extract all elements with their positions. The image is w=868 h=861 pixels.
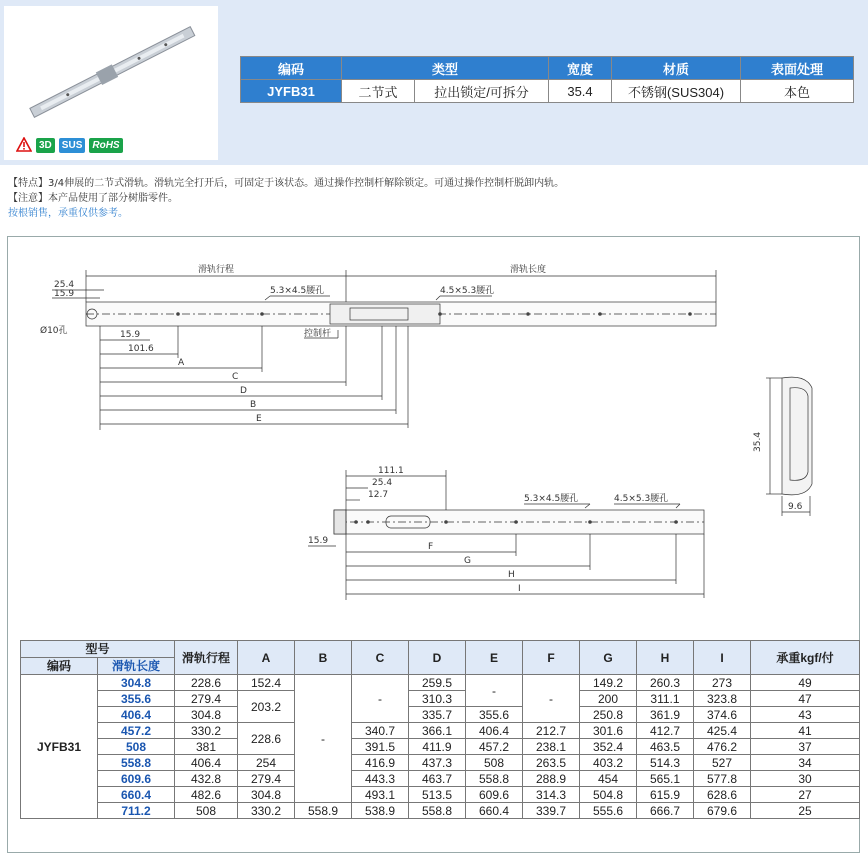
e-cell: 558.8 xyxy=(466,771,523,787)
table-row xyxy=(21,739,860,755)
spec-code: JYFB31 xyxy=(241,80,342,103)
c-cell: 538.9 xyxy=(352,803,409,819)
table-row xyxy=(21,723,860,739)
e-cell: 508 xyxy=(466,755,523,771)
c-dash-cell: - xyxy=(352,675,409,723)
f-cell: 339.7 xyxy=(523,803,580,819)
load-cell: 30 xyxy=(751,771,860,787)
sus-badge: SUS xyxy=(59,138,86,153)
c-cell: 443.3 xyxy=(352,771,409,787)
load-cell: 49 xyxy=(751,675,860,691)
load-cell: 34 xyxy=(751,755,860,771)
a-cell: 152.4 xyxy=(238,675,295,691)
d-cell: 411.9 xyxy=(409,739,466,755)
h-cell: 666.7 xyxy=(637,803,694,819)
th-length: 滑轨长度 xyxy=(98,658,175,675)
d-cell: 513.5 xyxy=(409,787,466,803)
d-cell: 310.3 xyxy=(409,691,466,707)
i-cell: 323.8 xyxy=(694,691,751,707)
table-row xyxy=(21,803,860,819)
f-cell: 238.1 xyxy=(523,739,580,755)
c-cell: 340.7 xyxy=(352,723,409,739)
i-cell: 374.6 xyxy=(694,707,751,723)
travel-cell: 482.6 xyxy=(175,787,238,803)
load-cell: 47 xyxy=(751,691,860,707)
dim-length: 滑轨长度 xyxy=(510,265,547,275)
th-E: E xyxy=(466,641,523,675)
dim-width-35-4: 35.4 xyxy=(753,431,763,452)
dim-E: E xyxy=(256,414,262,424)
e-dash-cell: - xyxy=(466,675,523,707)
g-cell: 454 xyxy=(580,771,637,787)
travel-cell: 279.4 xyxy=(175,691,238,707)
dim-slot-1: 5.3×4.5腰孔 xyxy=(270,286,325,296)
travel-cell: 228.6 xyxy=(175,675,238,691)
len-cell: 508 xyxy=(98,739,175,755)
f-cell: 212.7 xyxy=(523,723,580,739)
len-cell: 457.2 xyxy=(98,723,175,739)
g-cell: 555.6 xyxy=(580,803,637,819)
i-cell: 273 xyxy=(694,675,751,691)
d-cell: 335.7 xyxy=(409,707,466,723)
d-cell: 463.7 xyxy=(409,771,466,787)
dim-25-4-b: 25.4 xyxy=(372,478,393,488)
b-cell: 558.9 xyxy=(295,803,352,819)
g-cell: 200 xyxy=(580,691,637,707)
th-travel: 滑轨行程 xyxy=(175,641,238,675)
spec-width: 35.4 xyxy=(549,80,612,103)
i-cell: 476.2 xyxy=(694,739,751,755)
dim-9-6: 9.6 xyxy=(788,502,803,512)
i-cell: 628.6 xyxy=(694,787,751,803)
h-cell: 260.3 xyxy=(637,675,694,691)
g-cell: 352.4 xyxy=(580,739,637,755)
f-cell: 288.9 xyxy=(523,771,580,787)
e-cell: 660.4 xyxy=(466,803,523,819)
table-row xyxy=(21,691,860,707)
dim-hole-10: Ø10孔 xyxy=(40,326,68,336)
dim-C: C xyxy=(232,372,239,382)
travel-cell: 381 xyxy=(175,739,238,755)
g-cell: 149.2 xyxy=(580,675,637,691)
a-cell: 254 xyxy=(238,755,295,771)
spec-header-material: 材质 xyxy=(612,57,741,80)
spec-header-type: 类型 xyxy=(342,57,549,80)
table-row xyxy=(21,675,860,691)
th-model: 型号 xyxy=(21,641,175,658)
code-cell: JYFB31 xyxy=(21,675,98,819)
dim-travel: 滑轨行程 xyxy=(198,265,235,275)
e-cell: 406.4 xyxy=(466,723,523,739)
c-cell: 416.9 xyxy=(352,755,409,771)
th-H: H xyxy=(637,641,694,675)
g-cell: 403.2 xyxy=(580,755,637,771)
travel-cell: 432.8 xyxy=(175,771,238,787)
g-cell: 504.8 xyxy=(580,787,637,803)
travel-cell: 508 xyxy=(175,803,238,819)
note-caution: 【注意】本产品使用了部分树脂零件。 xyxy=(8,193,178,204)
h-cell: 361.9 xyxy=(637,707,694,723)
a-cell: 203.2 xyxy=(238,691,295,723)
len-cell: 406.4 xyxy=(98,707,175,723)
dim-slot-2: 4.5×5.3腰孔 xyxy=(440,286,495,296)
a-cell: 279.4 xyxy=(238,771,295,787)
f-cell: 263.5 xyxy=(523,755,580,771)
len-cell: 304.8 xyxy=(98,675,175,691)
d-cell: 558.8 xyxy=(409,803,466,819)
dim-H: H xyxy=(508,570,515,580)
c-cell: 493.1 xyxy=(352,787,409,803)
load-cell: 37 xyxy=(751,739,860,755)
th-A: A xyxy=(238,641,295,675)
len-cell: 609.6 xyxy=(98,771,175,787)
spec-material: 不锈钢(SUS304) xyxy=(612,80,741,103)
th-code: 编码 xyxy=(21,658,98,675)
a-cell: 228.6 xyxy=(238,723,295,755)
th-B: B xyxy=(295,641,352,675)
th-I: I xyxy=(694,641,751,675)
i-cell: 425.4 xyxy=(694,723,751,739)
load-cell: 25 xyxy=(751,803,860,819)
table-row xyxy=(21,787,860,803)
travel-cell: 406.4 xyxy=(175,755,238,771)
th-load: 承重kgf/付 xyxy=(751,641,860,675)
rohs-badge: RoHS xyxy=(89,138,122,153)
a-cell: 304.8 xyxy=(238,787,295,803)
len-cell: 558.8 xyxy=(98,755,175,771)
h-cell: 311.1 xyxy=(637,691,694,707)
dim-12-7: 12.7 xyxy=(368,490,389,500)
a-cell: 330.2 xyxy=(238,803,295,819)
spec-finish: 本色 xyxy=(741,80,854,103)
dim-lever: 控制杆 xyxy=(304,329,332,339)
h-cell: 412.7 xyxy=(637,723,694,739)
e-cell: 355.6 xyxy=(466,707,523,723)
dim-15-9: 15.9 xyxy=(54,289,75,299)
dim-B: B xyxy=(250,400,257,410)
i-cell: 679.6 xyxy=(694,803,751,819)
spec-stage: 二节式 xyxy=(342,80,415,103)
dim-slot-3: 5.3×4.5腰孔 xyxy=(524,494,579,504)
h-cell: 463.5 xyxy=(637,739,694,755)
c-cell: 391.5 xyxy=(352,739,409,755)
load-cell: 27 xyxy=(751,787,860,803)
table-row xyxy=(21,755,860,771)
i-cell: 527 xyxy=(694,755,751,771)
e-cell: 609.6 xyxy=(466,787,523,803)
th-C: C xyxy=(352,641,409,675)
e-cell: 457.2 xyxy=(466,739,523,755)
d-cell: 437.3 xyxy=(409,755,466,771)
dim-15-9-c: 15.9 xyxy=(308,536,329,546)
3d-badge[interactable]: 3D xyxy=(36,138,55,153)
spec-header-width: 宽度 xyxy=(549,57,612,80)
d-cell: 259.5 xyxy=(409,675,466,691)
note-features: 【特点】3/4伸展的二节式滑轨。滑轨完全打开后，可固定于该状态。通过操作控制杆解除锁定。可通过操作控制杆脱卸内轨。 xyxy=(8,178,565,189)
travel-cell: 330.2 xyxy=(175,723,238,739)
len-cell: 660.4 xyxy=(98,787,175,803)
spec-header-code: 编码 xyxy=(241,57,342,80)
spec-header-finish: 表面处理 xyxy=(741,57,854,80)
th-D: D xyxy=(409,641,466,675)
dim-101-6: 101.6 xyxy=(128,344,154,354)
th-F: F xyxy=(523,641,580,675)
h-cell: 615.9 xyxy=(637,787,694,803)
i-cell: 577.8 xyxy=(694,771,751,787)
h-cell: 565.1 xyxy=(637,771,694,787)
dim-F: F xyxy=(428,542,434,552)
dim-D: D xyxy=(240,386,247,396)
load-cell: 41 xyxy=(751,723,860,739)
dim-15-9-b: 15.9 xyxy=(120,330,141,340)
travel-cell: 304.8 xyxy=(175,707,238,723)
b-dash-cell: - xyxy=(295,675,352,803)
len-cell: 711.2 xyxy=(98,803,175,819)
dim-111-1: 111.1 xyxy=(378,466,404,476)
len-cell: 355.6 xyxy=(98,691,175,707)
table-row xyxy=(21,771,860,787)
load-cell: 43 xyxy=(751,707,860,723)
note-sales: 按根销售，承重仅供参考。 xyxy=(8,208,128,219)
g-cell: 301.6 xyxy=(580,723,637,739)
f-cell: 314.3 xyxy=(523,787,580,803)
dim-25-4: 25.4 xyxy=(54,280,75,290)
dim-G: G xyxy=(464,556,471,566)
g-cell: 250.8 xyxy=(580,707,637,723)
dim-I: I xyxy=(518,584,521,594)
dimension-table xyxy=(20,640,860,819)
dim-slot-4: 4.5×5.3腰孔 xyxy=(614,494,669,504)
d-cell: 366.1 xyxy=(409,723,466,739)
h-cell: 514.3 xyxy=(637,755,694,771)
th-G: G xyxy=(580,641,637,675)
f-dash-cell: - xyxy=(523,675,580,723)
spec-lock-type: 拉出锁定/可拆分 xyxy=(415,80,549,103)
dim-A: A xyxy=(178,358,185,368)
table-row xyxy=(21,707,860,723)
